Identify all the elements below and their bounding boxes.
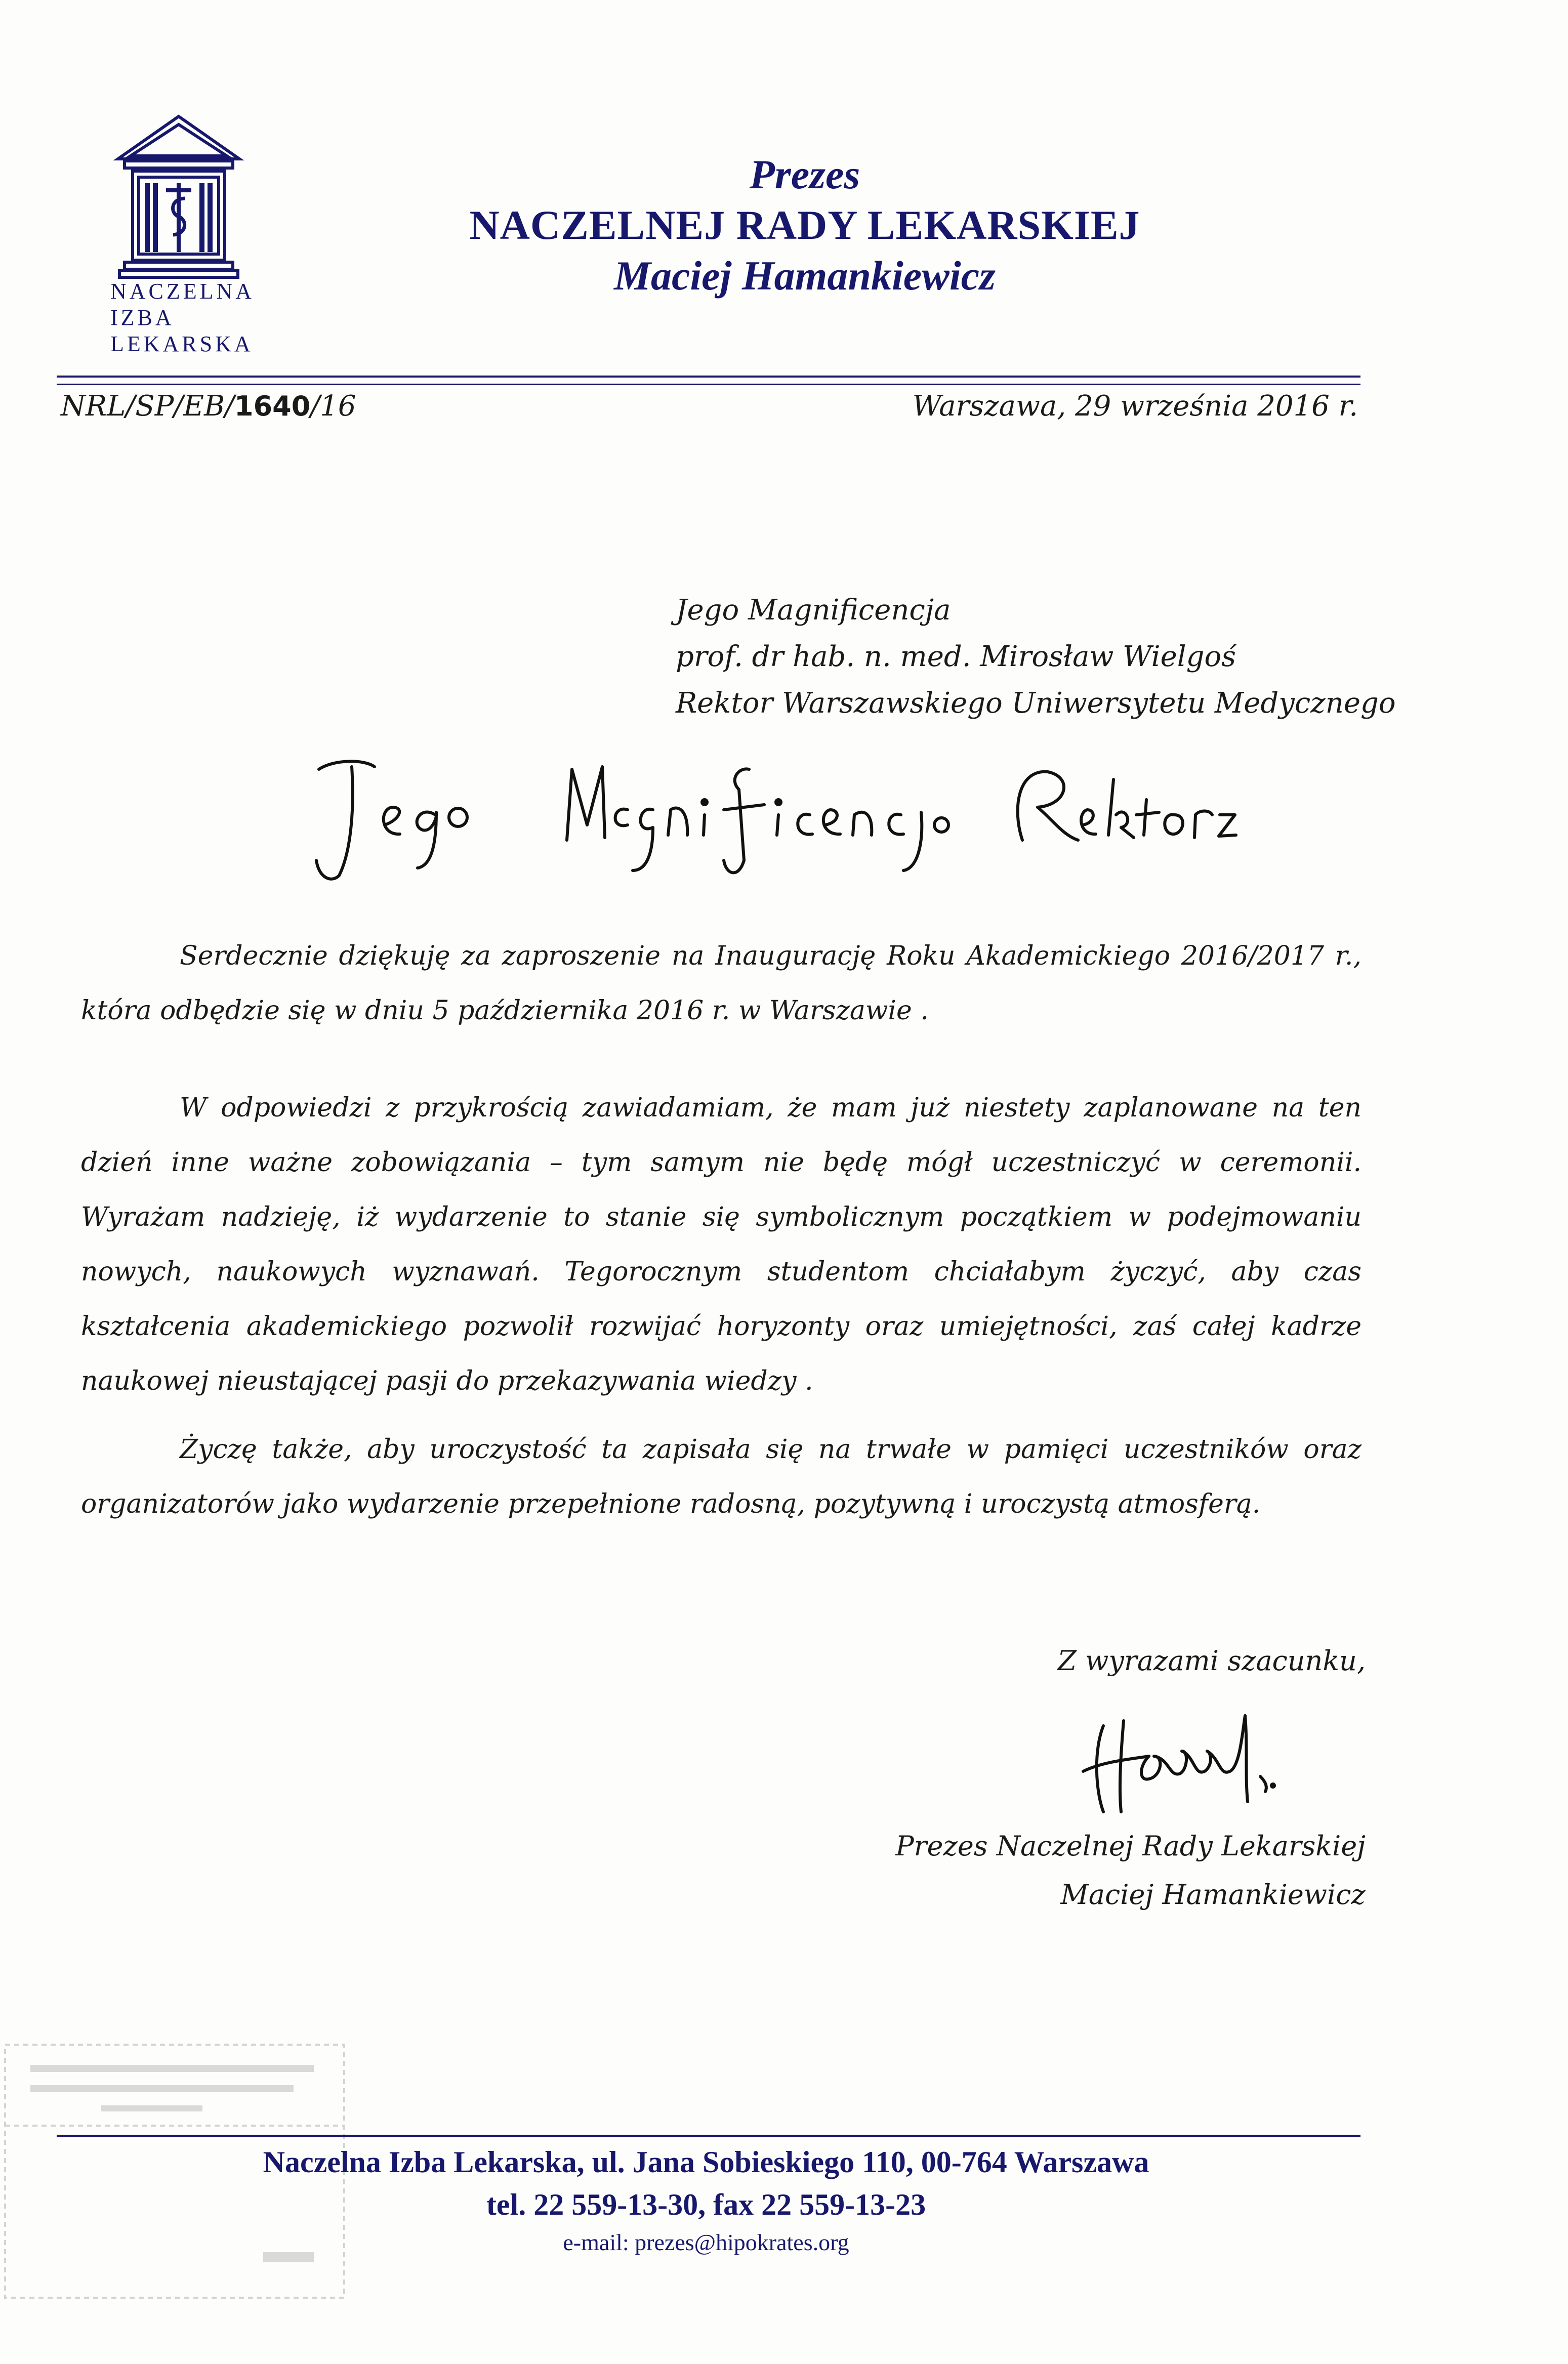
addressee-block — [676, 587, 1396, 727]
body-paragraph-2 — [81, 1081, 1361, 1408]
handwritten-signature — [1073, 1695, 1336, 1822]
signatory-block — [895, 1822, 1366, 1919]
letter-date: Warszawa, 29 września 2016 r. — [912, 390, 1358, 423]
signatory-title: Prezes Naczelnej Rady Lekarskiej — [895, 1830, 1366, 1862]
header-divider-thin — [57, 384, 1360, 385]
header-divider — [57, 376, 1360, 378]
reference-handwritten-number: 1640 — [234, 390, 311, 422]
title-council: NACZELNEJ RADY LEKARSKIEJ — [469, 202, 1140, 248]
addressee-line2: prof. dr hab. n. med. Mirosław Wielgoś — [676, 640, 1236, 673]
logo-text-line2: IZBA LEKARSKA — [110, 305, 254, 356]
footer-address: Naczelna Izba Lekarska, ul. Jana Sobieskiego 110, 00-764 Warszawa — [263, 2145, 1149, 2179]
body-paragraph-1 — [81, 929, 1361, 1038]
closing-line: Z wyrazami szacunku, — [1057, 1645, 1366, 1677]
nil-logo — [110, 112, 262, 356]
footer-divider — [57, 2135, 1360, 2137]
reference-suffix: /16 — [310, 390, 356, 423]
body-paragraph-3 — [81, 1422, 1361, 1531]
logo-text-line1: NACZELNA — [110, 279, 255, 304]
paragraph-2-text: W odpowiedzi z przykrością zawiadamiam, że mam już niestety zaplanowane na ten dzień inne ważne zobowiązania – tym samym nie będę mógł uczestniczyć w ceremonii. Wyrażam nadzieję, iż wydarzenie to stanie się symbolicznym początkiem w podejmowaniu nowych, naukowych wyznawań. Tegorocznym studentom chciałabym życzyć, aby czas kształcenia akademickiego pozwolił rozwijać horyzonty oraz umiejętności, zaś całej kadrze naukowej nieustającej pasji do przekazywania wiedzy . — [81, 1093, 1361, 1396]
letterhead-title — [324, 149, 1286, 301]
addressee-line1: Jego Magnificencja — [676, 594, 951, 627]
footer-phone: tel. 22 559-13-30, fax 22 559-13-23 — [486, 2188, 926, 2221]
temple-logo-icon — [110, 112, 247, 284]
title-prezes: Prezes — [749, 151, 860, 197]
reference-number — [61, 390, 356, 423]
title-name: Maciej Hamankiewicz — [614, 253, 996, 299]
paragraph-3-text: Życzę także, aby uroczystość ta zapisała się na trwałe w pamięci uczestników oraz organizatorów jako wydarzenie przepełnione radosną, pozytywną i uroczystą atmosferą. — [81, 1434, 1361, 1519]
handwritten-salutation — [304, 749, 1240, 891]
addressee-line3: Rektor Warszawskiego Uniwersytetu Medycznego — [676, 687, 1396, 720]
signatory-name: Maciej Hamankiewicz — [1060, 1879, 1366, 1911]
footer-email: e-mail: prezes@hipokrates.org — [563, 2229, 849, 2255]
reference-prefix: NRL/SP/EB/ — [61, 390, 235, 423]
footer-contact — [167, 2141, 1245, 2259]
paragraph-1-text: Serdecznie dziękuję za zaproszenie na Inaugurację Roku Akademickiego 2016/2017 r., która odbędzie się w dniu 5 października 2016 r. w Warszawie . — [81, 941, 1361, 1026]
